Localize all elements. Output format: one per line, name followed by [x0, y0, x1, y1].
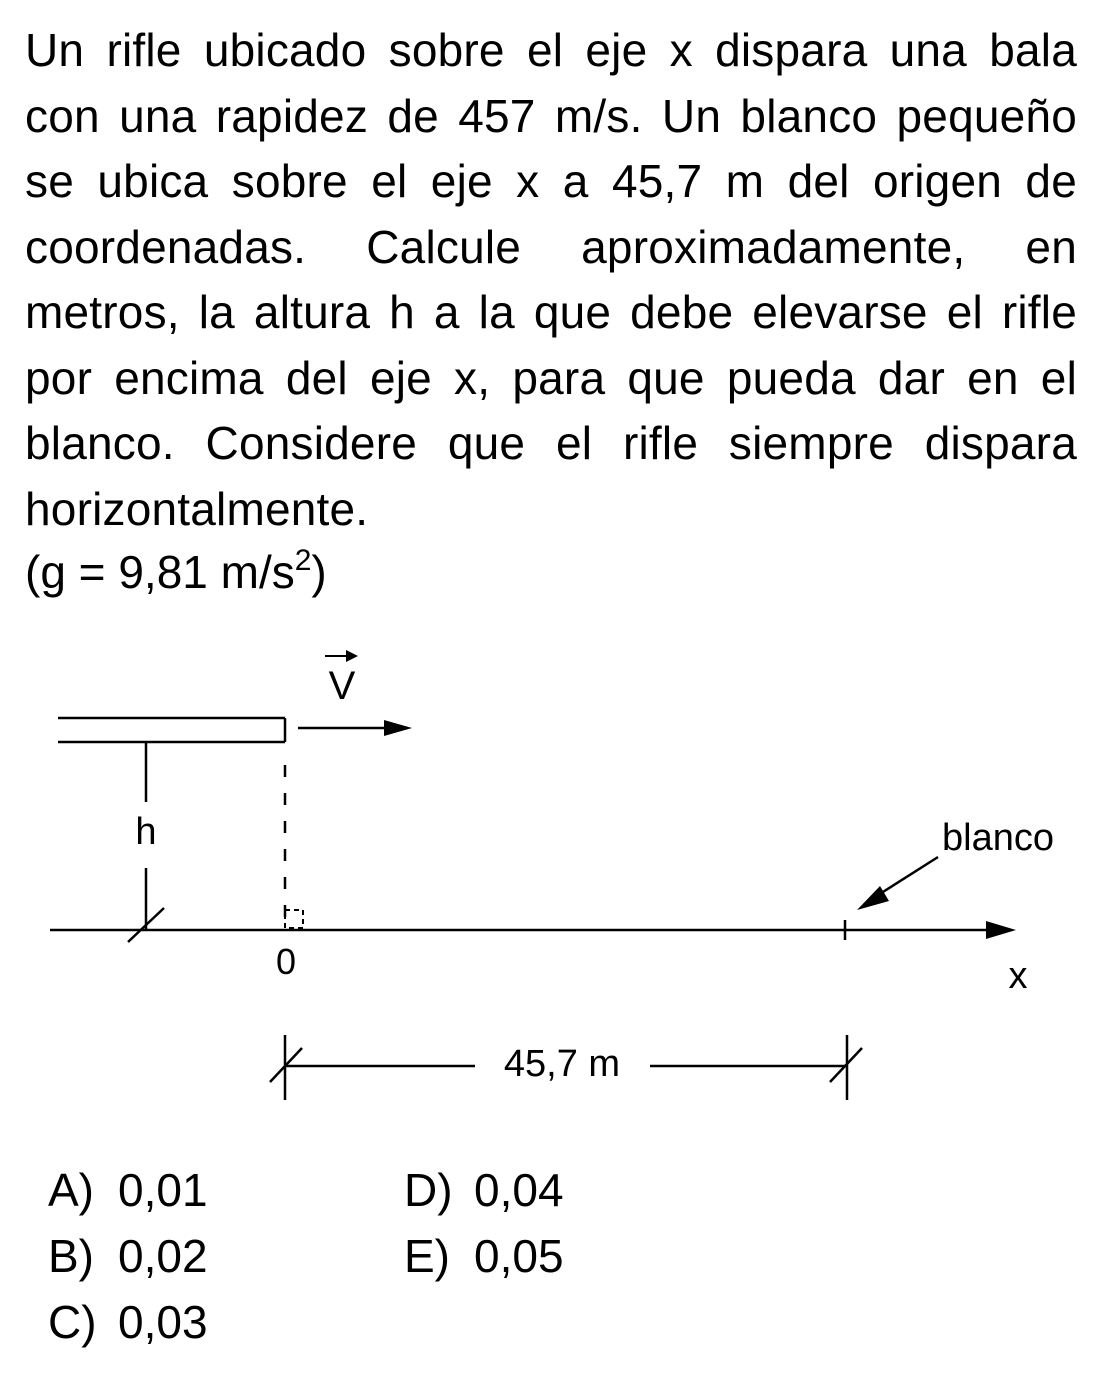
option-d — [404, 1162, 564, 1218]
right-angle-marker — [285, 910, 303, 928]
vector-symbol-head — [346, 650, 358, 662]
option-a-letter: A) — [48, 1164, 94, 1216]
option-b-letter: B) — [48, 1230, 94, 1282]
origin-label: 0 — [275, 941, 297, 982]
x-axis-arrow-head — [986, 921, 1016, 939]
option-b — [48, 1228, 208, 1284]
option-d-letter: D) — [404, 1164, 453, 1216]
height-label: h — [135, 811, 157, 853]
target-pointer-shaft — [875, 857, 938, 897]
option-c — [48, 1294, 208, 1350]
rifle-barrel — [58, 718, 285, 742]
gravity-exponent: 2 — [294, 544, 312, 577]
option-b-value: 0,02 — [118, 1230, 208, 1282]
distance-label: 45,7 m — [503, 1043, 621, 1085]
option-a — [48, 1162, 208, 1218]
option-e-letter: E) — [404, 1230, 450, 1282]
gravity-prefix: (g = 9,81 m/s — [25, 546, 295, 598]
gravity-suffix: ) — [311, 546, 327, 598]
option-c-value: 0,03 — [118, 1296, 208, 1348]
option-c-letter: C) — [48, 1296, 97, 1348]
option-e — [404, 1228, 564, 1284]
problem-statement: Un rifle ubicado sobre el eje x dispara una bala con una rapidez de 457 m/s. Un blanco pequeño se ubica sobre el eje x a 45,7 m del origen de coordenadas. Calcule aproximadamente, en metros, la altura h a la que debe elevarse el rifle por encima del eje x, para que pueda dar en el blanco. Considere que el rifle siempre dispara horizontalmente. — [25, 24, 1077, 535]
option-e-value: 0,05 — [474, 1230, 564, 1282]
axis-label: x — [1008, 955, 1028, 997]
option-a-value: 0,01 — [118, 1164, 208, 1216]
option-d-value: 0,04 — [474, 1164, 564, 1216]
velocity-arrow-head — [384, 720, 412, 736]
target-pointer-head — [857, 886, 889, 910]
velocity-label: V — [328, 664, 356, 708]
target-label: blanco — [942, 817, 1054, 859]
